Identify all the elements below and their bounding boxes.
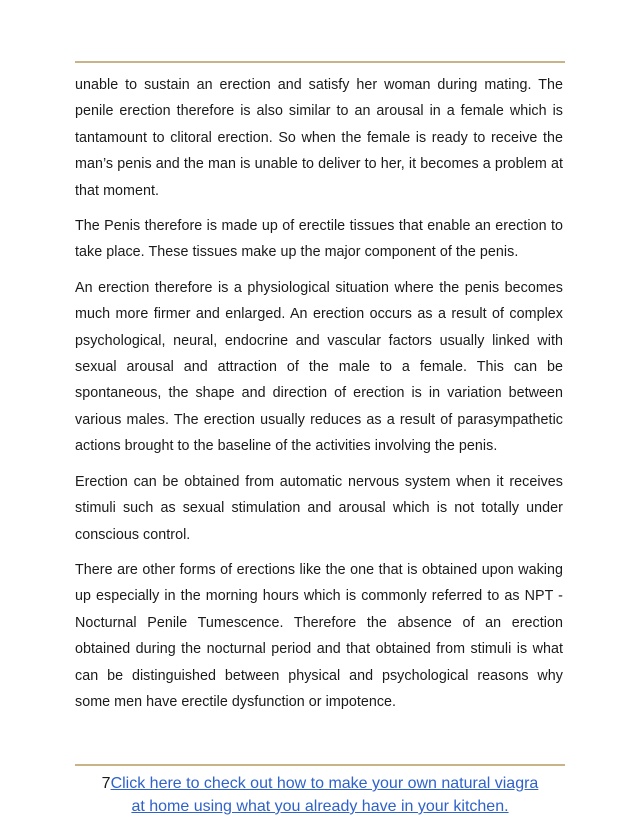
paragraph-2: The Penis therefore is made up of erectile tissues that enable an erection to take place. These tissues make up the major component of the penis. xyxy=(75,218,563,261)
paragraph-5: There are other forms of erections like the one that is obtained upon waking up especially in the morning hours which is commonly referred to as NPT - Nocturnal Penile Tumescence. Therefore the absence of an erection obtained during the nocturnal period and that obtained from stimuli is what can be distinguished between physical and psychological reasons why some men have erectile dysfunction or impotence. xyxy=(75,561,563,710)
footer-line-1 xyxy=(75,772,565,795)
footer-link-line-1[interactable]: Click here to check out how to make your own natural viagra xyxy=(110,775,539,792)
paragraph-1: unable to sustain an erection and satisfy her woman during mating. The penile erection therefore is also similar to an arousal in a female which is tantamount to clitoral erection. So when the female is ready to receive the man’s penis and the man is unable to deliver to her, it becomes a problem at that moment. xyxy=(75,77,563,199)
document-body xyxy=(75,72,563,724)
footer-line-2 xyxy=(75,795,565,818)
top-divider xyxy=(75,61,565,63)
page-footer xyxy=(75,772,565,818)
paragraph-4: Erection can be obtained from automatic nervous system when it receives stimuli such as sexual stimulation and arousal which is not totally under conscious control. xyxy=(75,473,563,543)
bottom-divider xyxy=(75,764,565,766)
paragraph-3: An erection therefore is a physiological situation where the penis becomes much more firmer and enlarged. An erection occurs as a result of complex psychological, neural, endocrine and vascular factors usually linked with sexual arousal and attraction of the male to a female. This can be spontaneous, the shape and direction of erection is in variation between various males. The erection usually reduces as a result of parasympathetic actions brought to the baseline of the activities involving the penis. xyxy=(75,279,563,455)
page-number: 7 xyxy=(101,775,111,792)
footer-link-line-2[interactable]: at home using what you already have in your kitchen. xyxy=(131,798,509,815)
